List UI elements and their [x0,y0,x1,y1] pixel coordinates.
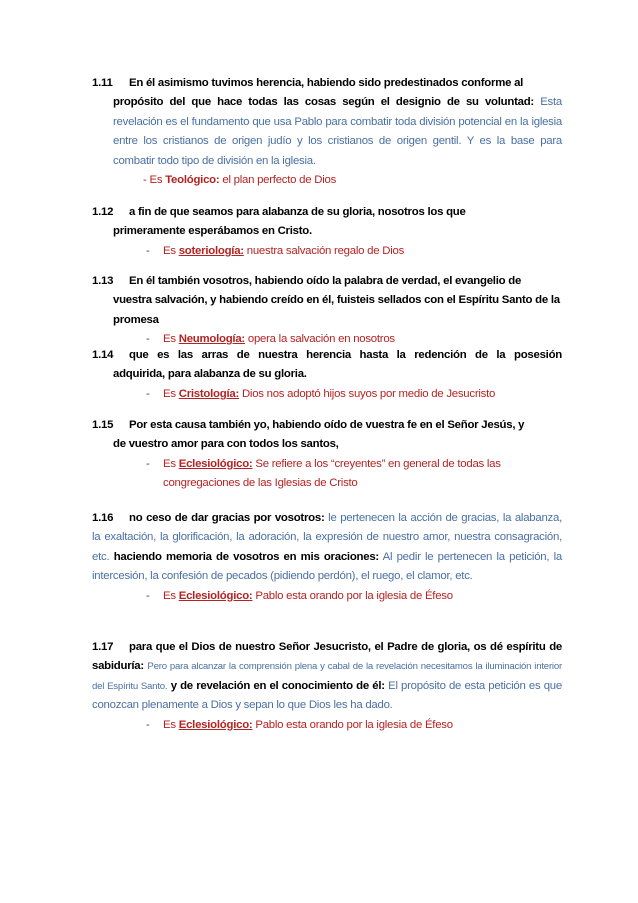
note-category: Eclesiológico: [178,589,253,602]
note-es: Es [163,244,176,257]
verse-commentary: Esta revelación es el fundamento que usa Pablo para combatir toda división potencial en la iglesia entre los cristianos de origen judío y los cristianos de origen gentil. Y es la base para combatir todo tipo de división en la iglesia. [113,96,562,167]
verse-number: 1.12 [92,206,114,218]
verse-1-14 [92,346,562,404]
classification-note [92,242,562,261]
note-es: Es [163,589,176,602]
classification-note [92,716,562,735]
note-text: Dios nos adoptó hijos suyos por medio de Jesucristo [241,387,496,400]
verse-text: no ceso de dar gracias por vosotros: [129,512,325,524]
verse-text: para que el Dios de nuestro Señor Jesucristo, el Padre de gloria, os dé espíritu [129,641,546,653]
verse-number: 1.11 [92,77,113,89]
note-dash: - [146,244,150,257]
verse-text-continued: vuestra salvación, y habiendo creído en él, fuisteis sellados con el Espíritu Santo de la promesa [113,294,560,326]
classification-note [92,587,562,606]
note-text: opera la salvación en nosotros [247,333,395,346]
verse-1-16 [92,509,562,606]
verse-text: Por esta causa también yo, habiendo oído de vuestra fe en el Señor Jesús, y [129,419,525,431]
verse-commentary-2: El propósito de esta petición es que conozcan plenamente a Dios y sepan lo que Dios les ha dado. [92,679,562,712]
verse-text-continued: propósito del que hace todas las cosas según el designio de su voluntad: [113,96,534,109]
verse-text-continued: de vuestro amor para con todos los santos, [113,438,339,451]
verse-1-12 [92,203,562,261]
note-text: Pablo esta orando por la iglesia de Éfeso [255,589,453,602]
verse-1-13 [92,272,562,350]
note-dash: - [146,589,150,602]
note-es: Es [163,718,176,731]
verse-number: 1.14 [92,349,114,361]
verse-number: 1.13 [92,275,114,287]
verse-number: 1.16 [92,512,114,524]
note-category: Neumología: [178,333,245,346]
verse-1-15 [92,416,562,494]
note-category: Eclesiológico: [178,718,253,731]
verse-commentary-2: Al pedir le pertenecen la petición, la intercesión, la confesión de pecados (pidiendo perdón), el ruego, el clamor, etc. [92,550,562,583]
verse-text: a fin de que seamos para alabanza de su gloria, nosotros los que [129,206,466,218]
note-category: Cristología: [178,387,240,400]
verse-text-middle: y de revelación en el conocimiento de él: [170,679,385,692]
verse-number: 1.17 [92,641,114,653]
note-category: soteriología: [178,244,244,257]
note-category: Eclesiológico: [178,457,253,470]
note-dash: - [146,333,150,346]
note-category: Teológico: [165,174,220,187]
note-es: Es [163,387,176,400]
note-dash: - [143,174,147,187]
note-es: Es [163,333,176,346]
note-text: Se refiere a los “creyentes” en general de todas las congregaciones de las Iglesias de Cristo [163,457,501,490]
note-es: Es [149,174,163,187]
verse-text-continued: primeramente esperábamos en Cristo. [113,225,312,238]
classification-note [92,455,562,494]
note-es: Es [163,457,176,470]
note-text: Pablo esta orando por la iglesia de Éfeso [255,718,453,731]
note-text: el plan perfecto de Dios [222,174,337,187]
classification-note [92,385,562,404]
verse-commentary: le pertenecen la acción de gracias, la alabanza, la exaltación, la glorificación, la adoración, la expresión de nuestro amor, nuestra consagración, etc. [92,512,563,563]
note-dash: - [146,387,150,400]
classification-note [92,171,562,190]
note-text: nuestra salvación regalo de Dios [246,244,405,257]
verse-number: 1.15 [92,419,114,431]
verse-commentary: Pero para alcanzar la comprensión plena y cabal de la revelación necesitamos la iluminación interior del Espíritu Santo. [92,661,562,692]
verse-text-middle: haciendo memoria de vosotros en mis oraciones: [113,550,379,563]
verse-text: En él también vosotros, habiendo oído la palabra de verdad, el evangelio de [129,275,522,287]
verse-text: que es las arras de nuestra herencia hasta la redención de la posesión [129,349,562,361]
verse-text-continued: adquirida, para alabanza de su gloria. [113,368,307,381]
verse-text-continued: de sabiduría: [92,641,562,673]
verse-1-17 [92,638,562,735]
verse-text: En él asimismo tuvimos herencia, habiendo sido predestinados conforme al [129,77,524,89]
note-dash: - [146,718,150,731]
verse-1-11 [92,74,562,190]
note-dash: - [146,457,150,470]
